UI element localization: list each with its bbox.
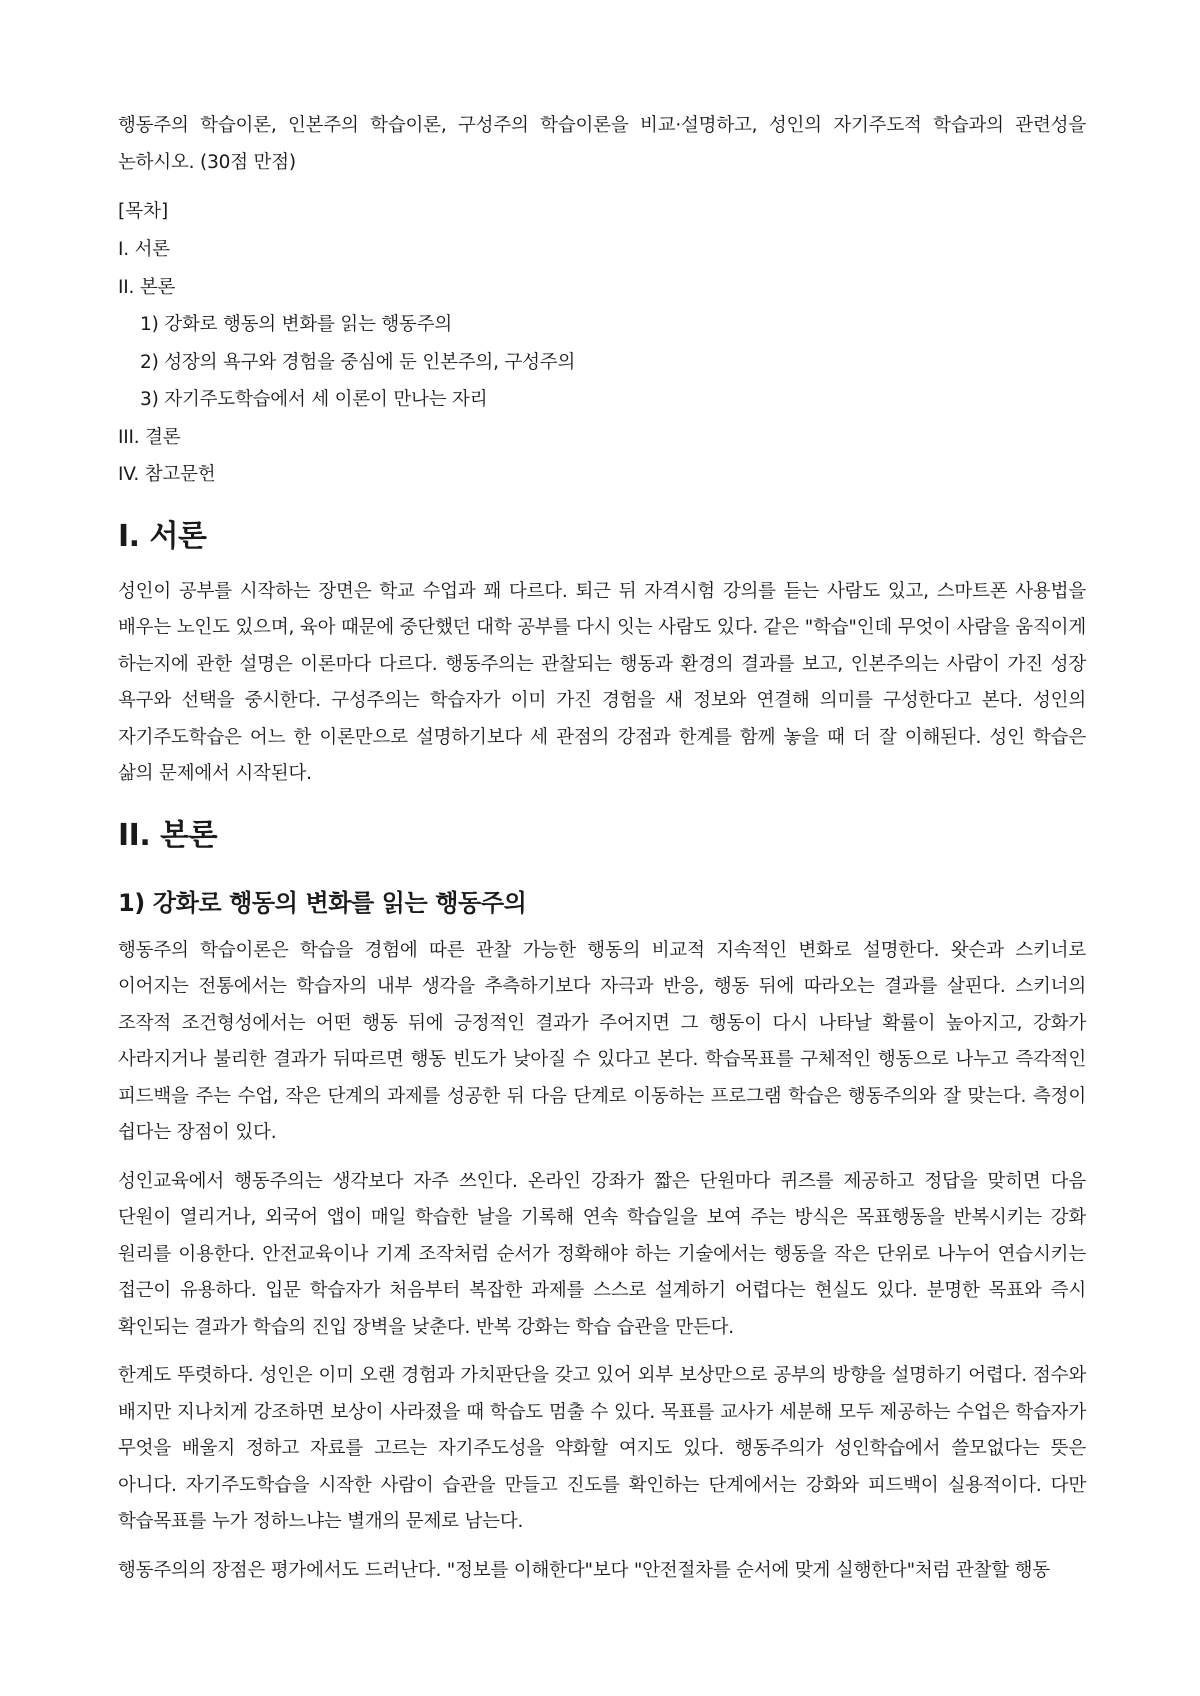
document-page [118, 108, 1086, 1601]
toc-item: III. 결론 [118, 426, 181, 448]
intro-paragraph: 성인이 공부를 시작하는 장면은 학교 수업과 꽤 다르다. 퇴근 뒤 자격시험 강의를 듣는 사람도 있고, 스마트폰 사용법을 배우는 노인도 있으며, 육아 때문에 중단했던 대학 공부를 다시 잇는 사람도 있다. 같은 "학습"인데 무엇이 사람을 움직이게 하는지에 관한 설명은 이론마다 다르다. 행동주의는 관찰되는 행동과 환경의 결과를 보고, 인본주의는 사람이 가진 성장 욕구와 선택을 중시한다. 구성주의는 학습자가 이미 가진 경험을 새 정보와 연결해 의미를 구성한다고 본다. 성인의 자기주도학습은 어느 한 이론만으로 설명하기보다 세 관점의 강점과 한계를 함께 놓을 때 더 잘 이해된다. 성인 학습은 삶의 문제에서 시작된다. [118, 580, 1086, 784]
body-paragraph: 성인교육에서 행동주의는 생각보다 자주 쓰인다. 온라인 강좌가 짧은 단원마다 퀴즈를 제공하고 정답을 맞히면 다음 단원이 열리거나, 외국어 앱이 매일 학습한 날을 기록해 연속 학습일을 보여 주는 방식은 목표행동을 반복시키는 강화 원리를 이용한다. 안전교육이나 기계 조작처럼 순서가 정확해야 하는 기술에서는 행동을 작은 단위로 나누어 연습시키는 접근이 유용하다. 입문 학습자가 처음부터 복잡한 과제를 스스로 설계하기 어렵다는 현실도 있다. 분명한 목표와 즉시 확인되는 결과가 학습의 진입 장벽을 낮춘다. 반복 강화는 학습 습관을 만든다. [118, 1170, 1086, 1338]
toc-item: 1) 강화로 행동의 변화를 읽는 행동주의 [140, 314, 453, 335]
intro-heading: I. 서론 [118, 518, 207, 554]
toc-item: 3) 자기주도학습에서 세 이론이 만나는 자리 [140, 389, 488, 410]
toc-item: II. 본론 [118, 276, 176, 298]
toc-item: IV. 참고문헌 [118, 464, 216, 485]
body-heading: II. 본론 [118, 817, 218, 853]
body-paragraph: 행동주의의 장점은 평가에서도 드러난다. "정보를 이해한다"보다 "안전절차를 순서에 맞게 실행한다"처럼 관찰할 행동 [118, 1559, 1050, 1581]
toc-heading: [목차] [118, 201, 169, 222]
question-text: 행동주의 학습이론, 인본주의 학습이론, 구성주의 학습이론을 비교·설명하고, 성인의 자기주도적 학습과의 관련성을 논하시오. (30점 만점) [118, 115, 1086, 173]
subsection-heading: 1) 강화로 행동의 변화를 읽는 행동주의 [118, 888, 527, 917]
body-paragraph: 행동주의 학습이론은 학습을 경험에 따른 관찰 가능한 행동의 비교적 지속적인 변화로 설명한다. 왓슨과 스키너로 이어지는 전통에서는 학습자의 내부 생각을 추측하기보다 자극과 반응, 행동 뒤에 따라오는 결과를 살핀다. 스키너의 조작적 조건형성에서는 어떤 행동 뒤에 긍정적인 결과가 주어지면 그 행동이 다시 나타날 확률이 높아지고, 강화가 사라지거나 불리한 결과가 뒤따르면 행동 빈도가 낮아질 수 있다고 본다. 학습목표를 구체적인 행동으로 나누고 즉각적인 피드백을 주는 수업, 작은 단계의 과제를 성공한 뒤 다음 단계로 이동하는 프로그램 학습은 행동주의와 잘 맞는다. 측정이 쉽다는 장점이 있다. [118, 939, 1086, 1143]
toc-item: I. 서론 [118, 239, 170, 260]
toc-list [118, 231, 1086, 494]
toc-item: 2) 성장의 욕구와 경험을 중심에 둔 인본주의, 구성주의 [140, 351, 576, 373]
table-of-contents [118, 193, 1086, 494]
body-paragraph: 한계도 뚜렷하다. 성인은 이미 오랜 경험과 가치판단을 갖고 있어 외부 보상만으로 공부의 방향을 설명하기 어렵다. 점수와 배지만 지나치게 강조하면 보상이 사라졌을 때 학습도 멈출 수 있다. 목표를 교사가 세분해 모두 제공하는 수업은 학습자가 무엇을 배울지 정하고 자료를 고르는 자기주도성을 약화할 여지도 있다. 행동주의가 성인학습에서 쓸모없다는 뜻은 아니다. 자기주도학습을 시작한 사람이 습관을 만들고 진도를 확인하는 단계에서는 강화와 피드백이 실용적이다. 다만 학습목표를 누가 정하느냐는 별개의 문제로 남는다. [118, 1365, 1086, 1532]
